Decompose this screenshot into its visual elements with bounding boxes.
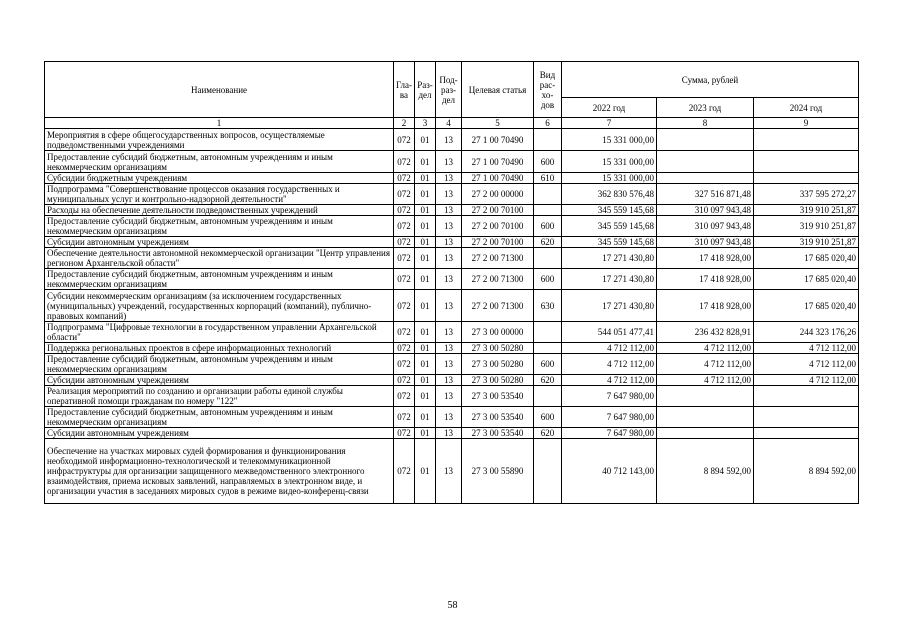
row-glava: 072 [394, 386, 415, 407]
table-row [45, 354, 859, 375]
row-glava: 072 [394, 269, 415, 290]
row-podrazdel: 13 [436, 354, 462, 375]
row-glava: 072 [394, 428, 415, 439]
row-sum-2023: 17 418 928,00 [657, 269, 754, 290]
row-sum-2023: 310 097 943,48 [657, 216, 754, 237]
table-row [45, 343, 859, 354]
row-sum-2023: 327 516 871,48 [657, 184, 754, 205]
row-razdel: 01 [415, 151, 436, 173]
row-sum-2022: 7 647 980,00 [562, 407, 657, 428]
row-sum-2022: 17 271 430,80 [562, 290, 657, 322]
row-podrazdel: 13 [436, 269, 462, 290]
row-target: 27 2 00 71300 [462, 269, 534, 290]
row-sum-2022: 362 830 576,48 [562, 184, 657, 205]
row-target: 27 2 00 70100 [462, 205, 534, 216]
row-vid [534, 322, 562, 343]
row-name: Подпрограмма "Совершенствование процессов оказания государственных и муниципальных услуг и контрольно-надзорной деятельности" [45, 184, 394, 205]
col-header-podrazdel: Под-раз-дел [436, 62, 462, 118]
row-name: Субсидии автономным учреждениям [45, 428, 394, 439]
column-number: 1 [45, 118, 394, 129]
column-number: 4 [436, 118, 462, 129]
row-glava: 072 [394, 407, 415, 428]
row-sum-2024: 319 910 251,87 [754, 237, 859, 248]
row-glava: 072 [394, 237, 415, 248]
row-sum-2023 [657, 407, 754, 428]
row-glava: 072 [394, 151, 415, 173]
row-podrazdel: 13 [436, 428, 462, 439]
row-name: Предоставление субсидий бюджетным, автономным учреждениям и иным некоммерческим организациям [45, 269, 394, 290]
table-row [45, 322, 859, 343]
col-header-sum: Сумма, рублей [562, 62, 859, 98]
row-podrazdel: 13 [436, 237, 462, 248]
row-target: 27 3 00 50280 [462, 354, 534, 375]
row-glava: 072 [394, 173, 415, 184]
row-sum-2023: 17 418 928,00 [657, 290, 754, 322]
row-target: 27 2 00 71300 [462, 248, 534, 269]
row-podrazdel: 13 [436, 322, 462, 343]
row-sum-2023: 236 432 828,91 [657, 322, 754, 343]
row-vid: 620 [534, 237, 562, 248]
row-target: 27 3 00 53540 [462, 428, 534, 439]
row-target: 27 2 00 70100 [462, 237, 534, 248]
row-glava: 072 [394, 205, 415, 216]
row-name: Субсидии автономным учреждениям [45, 237, 394, 248]
row-vid [534, 343, 562, 354]
row-razdel: 01 [415, 386, 436, 407]
table-row [45, 129, 859, 151]
row-name: Поддержка региональных проектов в сфере информационных технологий [45, 343, 394, 354]
table-row [45, 205, 859, 216]
row-vid [534, 386, 562, 407]
row-name: Предоставление субсидий бюджетным, автономным учреждениям и иным некоммерческим организациям [45, 216, 394, 237]
row-name: Субсидии некоммерческим организациям (за исключением государственных (муниципальных) учреждений, государственных корпораций (компаний), публично-правовых компаний) [45, 290, 394, 322]
row-sum-2022: 15 331 000,00 [562, 173, 657, 184]
row-podrazdel: 13 [436, 173, 462, 184]
row-name: Предоставление субсидий бюджетным, автономным учреждениям и иным некоммерческим организациям [45, 151, 394, 173]
row-sum-2024: 4 712 112,00 [754, 343, 859, 354]
row-sum-2023 [657, 428, 754, 439]
col-header-2023: 2023 год [657, 98, 754, 118]
row-sum-2023 [657, 129, 754, 151]
row-sum-2024: 17 685 020,40 [754, 248, 859, 269]
row-sum-2022: 17 271 430,80 [562, 248, 657, 269]
table-row [45, 386, 859, 407]
column-number: 3 [415, 118, 436, 129]
row-target: 27 3 00 53540 [462, 386, 534, 407]
row-sum-2024 [754, 173, 859, 184]
row-sum-2024: 8 894 592,00 [754, 439, 859, 504]
column-number: 8 [657, 118, 754, 129]
table-row [45, 216, 859, 237]
row-razdel: 01 [415, 205, 436, 216]
row-sum-2022: 345 559 145,68 [562, 205, 657, 216]
row-podrazdel: 13 [436, 343, 462, 354]
row-vid: 630 [534, 290, 562, 322]
row-podrazdel: 13 [436, 375, 462, 386]
row-razdel: 01 [415, 290, 436, 322]
row-vid [534, 205, 562, 216]
row-name: Субсидии автономным учреждениям [45, 375, 394, 386]
column-number: 6 [534, 118, 562, 129]
table-row [45, 237, 859, 248]
row-sum-2022: 7 647 980,00 [562, 386, 657, 407]
row-vid: 600 [534, 151, 562, 173]
table-row [45, 290, 859, 322]
row-target: 27 3 00 00000 [462, 322, 534, 343]
col-header-name: Наименование [45, 62, 394, 118]
row-vid: 600 [534, 407, 562, 428]
row-razdel: 01 [415, 343, 436, 354]
row-glava: 072 [394, 290, 415, 322]
row-name: Обеспечение деятельности автономной некоммерческой организации "Центр управления регионом Архангельской области" [45, 248, 394, 269]
row-sum-2024: 244 323 176,26 [754, 322, 859, 343]
row-sum-2022: 345 559 145,68 [562, 216, 657, 237]
row-sum-2022: 40 712 143,00 [562, 439, 657, 504]
row-target: 27 3 00 50280 [462, 343, 534, 354]
row-sum-2023: 310 097 943,48 [657, 205, 754, 216]
row-target: 27 3 00 53540 [462, 407, 534, 428]
table-row [45, 248, 859, 269]
row-podrazdel: 13 [436, 439, 462, 504]
table-row [45, 173, 859, 184]
row-razdel: 01 [415, 322, 436, 343]
row-sum-2024 [754, 386, 859, 407]
row-razdel: 01 [415, 216, 436, 237]
row-sum-2024: 319 910 251,87 [754, 205, 859, 216]
row-razdel: 01 [415, 248, 436, 269]
row-name: Подпрограмма "Цифровые технологии в государственном управлении Архангельской области" [45, 322, 394, 343]
row-sum-2023: 17 418 928,00 [657, 248, 754, 269]
row-glava: 072 [394, 354, 415, 375]
table-header [45, 62, 859, 129]
row-sum-2022: 15 331 000,00 [562, 129, 657, 151]
row-razdel: 01 [415, 173, 436, 184]
row-sum-2022: 544 051 477,41 [562, 322, 657, 343]
row-glava: 072 [394, 129, 415, 151]
row-glava: 072 [394, 322, 415, 343]
row-razdel: 01 [415, 237, 436, 248]
table-row [45, 428, 859, 439]
row-sum-2024 [754, 428, 859, 439]
row-target: 27 1 00 70490 [462, 129, 534, 151]
column-number: 7 [562, 118, 657, 129]
row-sum-2023: 4 712 112,00 [657, 375, 754, 386]
col-header-2024: 2024 год [754, 98, 859, 118]
row-razdel: 01 [415, 375, 436, 386]
row-sum-2024: 17 685 020,40 [754, 290, 859, 322]
row-vid: 600 [534, 269, 562, 290]
row-sum-2024: 4 712 112,00 [754, 375, 859, 386]
row-target: 27 3 00 50280 [462, 375, 534, 386]
row-glava: 072 [394, 184, 415, 205]
row-glava: 072 [394, 343, 415, 354]
row-podrazdel: 13 [436, 248, 462, 269]
row-razdel: 01 [415, 129, 436, 151]
row-target: 27 1 00 70490 [462, 173, 534, 184]
row-sum-2023 [657, 151, 754, 173]
row-target: 27 1 00 70490 [462, 151, 534, 173]
row-sum-2024: 17 685 020,40 [754, 269, 859, 290]
column-number-row [45, 118, 859, 129]
row-vid [534, 129, 562, 151]
row-razdel: 01 [415, 354, 436, 375]
table-row [45, 269, 859, 290]
col-header-glava: Гла-ва [394, 62, 415, 118]
row-sum-2023: 310 097 943,48 [657, 237, 754, 248]
col-header-razdel: Раз-дел [415, 62, 436, 118]
row-glava: 072 [394, 216, 415, 237]
row-vid: 620 [534, 375, 562, 386]
row-podrazdel: 13 [436, 386, 462, 407]
row-sum-2023 [657, 386, 754, 407]
table-body [45, 129, 859, 504]
row-podrazdel: 13 [436, 290, 462, 322]
row-name: Расходы на обеспечение деятельности подведомственных учреждений [45, 205, 394, 216]
row-sum-2024: 4 712 112,00 [754, 354, 859, 375]
row-name: Субсидии бюджетным учреждениям [45, 173, 394, 184]
row-sum-2023: 8 894 592,00 [657, 439, 754, 504]
row-sum-2022: 17 271 430,80 [562, 269, 657, 290]
col-header-target: Целевая статья [462, 62, 534, 118]
row-vid [534, 439, 562, 504]
row-razdel: 01 [415, 184, 436, 205]
row-vid [534, 248, 562, 269]
row-sum-2022: 4 712 112,00 [562, 354, 657, 375]
column-number: 5 [462, 118, 534, 129]
row-podrazdel: 13 [436, 184, 462, 205]
row-sum-2024: 319 910 251,87 [754, 216, 859, 237]
row-sum-2024 [754, 407, 859, 428]
row-name: Предоставление субсидий бюджетным, автономным учреждениям и иным некоммерческим организациям [45, 407, 394, 428]
row-podrazdel: 13 [436, 216, 462, 237]
column-number: 2 [394, 118, 415, 129]
row-vid: 600 [534, 354, 562, 375]
budget-table [44, 61, 859, 504]
row-razdel: 01 [415, 439, 436, 504]
row-sum-2024: 337 595 272,27 [754, 184, 859, 205]
row-sum-2023: 4 712 112,00 [657, 354, 754, 375]
row-target: 27 3 00 55890 [462, 439, 534, 504]
row-name: Обеспечение на участках мировых судей формирования и функционирования необходимой информационно-технологической и телекоммуникационной инфраструктуры для организации защищенного межведомственного электронного взаимодействия, приема исковых заявлений, направляемых в электронном виде, и организации участия в заседаниях мировых судов в режиме видео-конференц-связи [45, 439, 394, 504]
row-name: Мероприятия в сфере общегосударственных вопросов, осуществляемые подведомственными учреждениями [45, 129, 394, 151]
row-vid [534, 184, 562, 205]
row-sum-2022: 7 647 980,00 [562, 428, 657, 439]
page-number: 58 [447, 600, 458, 611]
row-sum-2024 [754, 129, 859, 151]
row-vid: 620 [534, 428, 562, 439]
row-sum-2023 [657, 173, 754, 184]
row-name: Предоставление субсидий бюджетным, автономным учреждениям и иным некоммерческим организациям [45, 354, 394, 375]
row-podrazdel: 13 [436, 407, 462, 428]
table-row [45, 151, 859, 173]
column-number: 9 [754, 118, 859, 129]
row-sum-2022: 4 712 112,00 [562, 375, 657, 386]
row-podrazdel: 13 [436, 151, 462, 173]
table-row [45, 184, 859, 205]
row-sum-2023: 4 712 112,00 [657, 343, 754, 354]
row-target: 27 2 00 00000 [462, 184, 534, 205]
row-podrazdel: 13 [436, 205, 462, 216]
row-vid: 600 [534, 216, 562, 237]
row-razdel: 01 [415, 269, 436, 290]
row-podrazdel: 13 [436, 129, 462, 151]
row-target: 27 2 00 70100 [462, 216, 534, 237]
table-row [45, 439, 859, 504]
row-glava: 072 [394, 375, 415, 386]
row-sum-2024 [754, 151, 859, 173]
row-sum-2022: 345 559 145,68 [562, 237, 657, 248]
row-vid: 610 [534, 173, 562, 184]
table-row [45, 375, 859, 386]
col-header-vid: Вид рас-хо-дов [534, 62, 562, 118]
row-glava: 072 [394, 439, 415, 504]
row-sum-2022: 4 712 112,00 [562, 343, 657, 354]
row-name: Реализация мероприятий по созданию и организации работы единой службы оперативной помощи гражданам по номеру "122" [45, 386, 394, 407]
row-razdel: 01 [415, 407, 436, 428]
table-row [45, 407, 859, 428]
row-target: 27 2 00 71300 [462, 290, 534, 322]
row-glava: 072 [394, 248, 415, 269]
row-razdel: 01 [415, 428, 436, 439]
col-header-2022: 2022 год [562, 98, 657, 118]
row-sum-2022: 15 331 000,00 [562, 151, 657, 173]
